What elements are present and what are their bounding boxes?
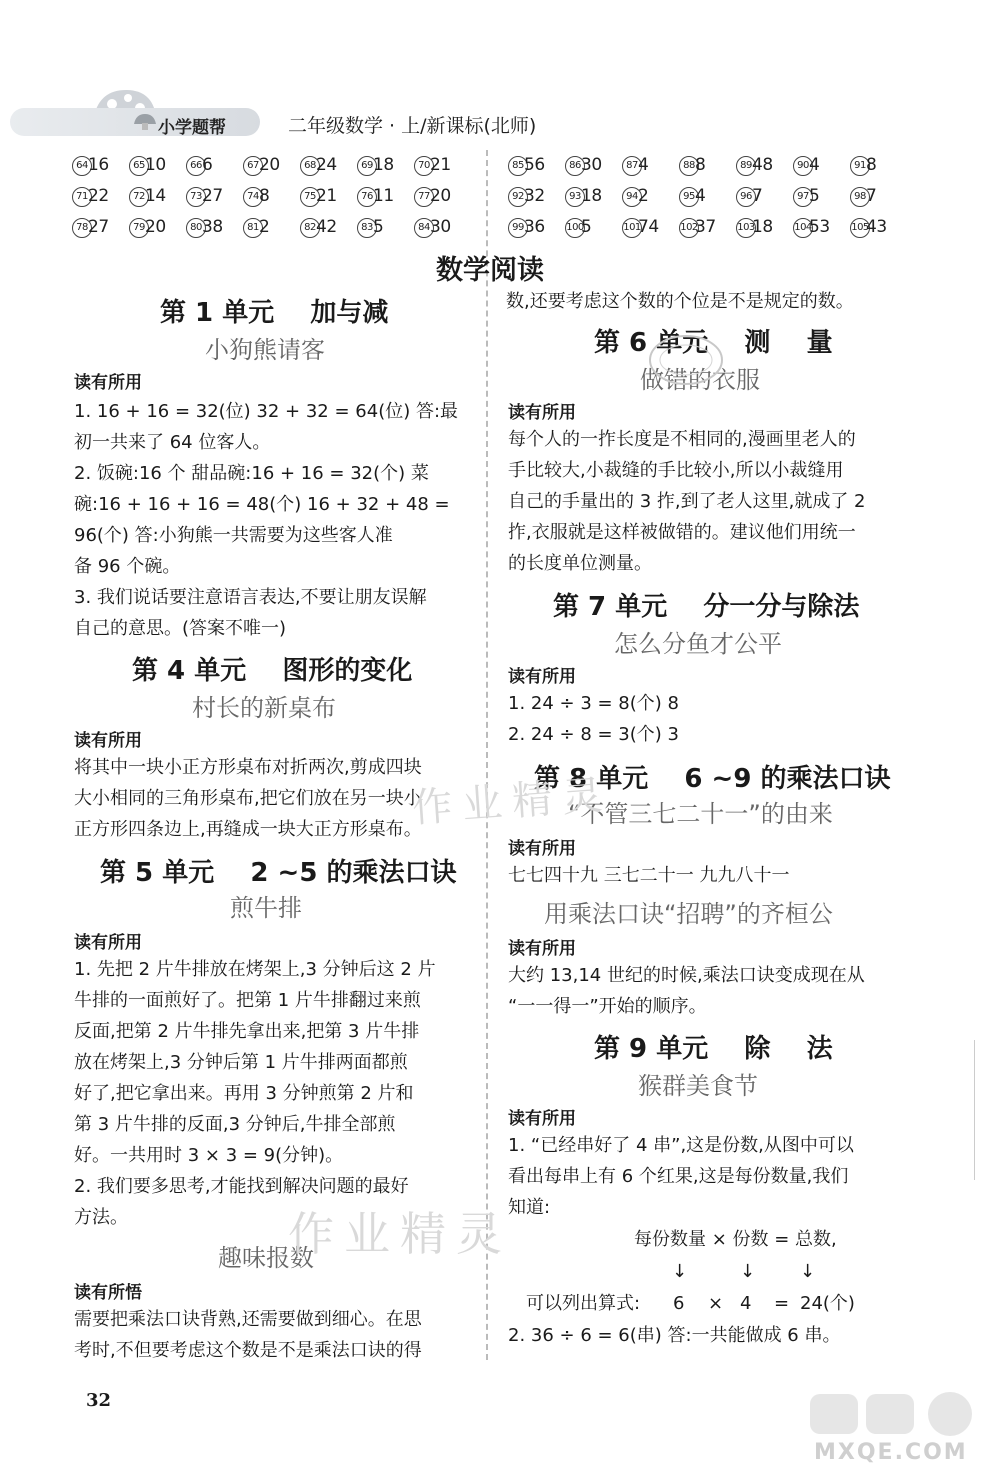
arrow-2: ↓ — [740, 1261, 756, 1282]
text-line: 拃,衣服就是这样被做错的。建议他们用统一 — [508, 522, 856, 543]
answer-item — [793, 155, 819, 176]
circled-number: 77 — [414, 187, 434, 207]
unit-7-label: 读有所用 — [508, 667, 576, 687]
small-mushroom-icon — [132, 112, 158, 132]
answer-value: 74 — [638, 217, 659, 237]
unit-7-text — [508, 688, 908, 750]
text-line: 1. “已经串好了 4 串”,这是份数,从图中可以 — [508, 1135, 854, 1156]
unit-9-last-line: 2. 36 ÷ 6 = 6(串) 答:一共能做成 6 串。 — [508, 1325, 841, 1346]
circled-number: 98 — [850, 187, 870, 207]
fun-label: 读有所悟 — [74, 1283, 142, 1303]
unit-8-story: “不管三七二十一”的由来 — [568, 800, 833, 828]
text-line: 每个人的一拃长度是不相同的,漫画里老人的 — [508, 429, 856, 450]
column-divider — [486, 150, 488, 1360]
answer-item — [186, 155, 212, 176]
expr-op: × — [708, 1293, 724, 1314]
answer-value: 4 — [695, 186, 706, 206]
expr-a: 6 — [673, 1293, 685, 1314]
answer-item — [414, 155, 451, 176]
unit-4-title: 第 4 单元 图形的变化 — [132, 656, 413, 686]
text-line: 1. 先把 2 片牛排放在烤架上,3 分钟后这 2 片 — [74, 959, 436, 980]
circled-number: 75 — [300, 187, 320, 207]
watermark-1: 作业精灵 — [410, 772, 614, 832]
answer-value: 5 — [581, 217, 592, 237]
answer-value: 8 — [866, 155, 877, 175]
answer-item — [622, 155, 648, 176]
circled-number: 88 — [679, 156, 699, 176]
answer-value: 5 — [373, 217, 384, 237]
answer-item — [357, 217, 383, 238]
expr-result: 24(个) — [800, 1293, 855, 1314]
circled-number: 79 — [129, 218, 149, 238]
unit-6-story: 做错的衣服 — [640, 366, 760, 394]
text-line: 自己的手量出的 3 拃,到了老人这里,就成了 2 — [508, 491, 866, 512]
circled-number: 64 — [72, 156, 92, 176]
circled-number: 81 — [243, 218, 263, 238]
logo-icon — [800, 1388, 990, 1440]
answer-item — [243, 217, 269, 238]
answer-item — [129, 155, 166, 176]
circled-number: 85 — [508, 156, 528, 176]
answer-item — [736, 217, 773, 238]
answer-item — [508, 155, 545, 176]
text-line: 第 3 片牛排的反面,3 分钟后,牛排全部煎 — [74, 1114, 396, 1135]
page-header — [10, 98, 570, 140]
text-line: 2. 饭碗:16 个 甜品碗:16 + 16 = 32(个) 菜 — [74, 463, 429, 484]
arrow-3: ↓ — [800, 1261, 816, 1282]
answer-value: 30 — [430, 217, 451, 237]
scan-line — [974, 1040, 975, 1180]
stamp-icon — [646, 330, 726, 390]
answer-item — [186, 186, 223, 207]
answer-item — [793, 186, 819, 207]
text-line: 的长度单位测量。 — [508, 553, 652, 574]
circled-number: 96 — [736, 187, 756, 207]
page-number: 32 — [86, 1390, 112, 1411]
fun-story: 趣味报数 — [218, 1244, 314, 1272]
section-title: 数学阅读 — [436, 255, 544, 286]
circled-number: 95 — [679, 187, 699, 207]
answer-value: 20 — [430, 186, 451, 206]
circled-number: 93 — [565, 187, 585, 207]
unit-7-title: 第 7 单元 分一分与除法 — [553, 592, 860, 622]
answer-item — [243, 186, 269, 207]
text-line: 牛排的一面煎好了。把第 1 片牛排翻过来煎 — [74, 990, 421, 1011]
answer-item — [565, 217, 591, 238]
answer-value: 2 — [638, 186, 649, 206]
circled-number: 68 — [300, 156, 320, 176]
unit-8-story-2: 用乘法口诀“招聘”的齐桓公 — [544, 900, 833, 928]
answer-item — [508, 217, 545, 238]
logo-text: MXQE.COM — [814, 1440, 968, 1465]
answer-item — [679, 217, 716, 238]
answer-item — [300, 155, 337, 176]
circled-number: 92 — [508, 187, 528, 207]
circled-number: 104 — [793, 218, 813, 238]
answer-value: 56 — [524, 155, 545, 175]
text-line: 好了,把它拿出来。再用 3 分钟煎第 2 片和 — [74, 1083, 414, 1104]
corner-logo — [800, 1388, 990, 1466]
answer-item — [414, 186, 451, 207]
answer-value: 53 — [809, 217, 830, 237]
circled-number: 90 — [793, 156, 813, 176]
unit-8-text: 七七四十九 三七二十一 九九八十一 — [508, 865, 790, 886]
answer-item — [850, 155, 876, 176]
text-line: 看出每串上有 6 个红果,这是每份数量,我们 — [508, 1166, 849, 1187]
answer-value: 16 — [88, 155, 109, 175]
answer-item — [736, 186, 762, 207]
answer-item — [72, 155, 109, 176]
text-line: 方法。 — [74, 1207, 128, 1228]
answer-item — [357, 186, 394, 207]
unit-9-label: 读有所用 — [508, 1109, 576, 1129]
circled-number: 105 — [850, 218, 870, 238]
answer-item — [357, 155, 394, 176]
answer-value: 22 — [88, 186, 109, 206]
unit-8-title: 第 8 单元 6 ~9 的乘法口诀 — [534, 764, 891, 794]
continued-line: 数,还要考虑这个数的个位是不是规定的数。 — [506, 291, 854, 312]
answer-item — [679, 186, 705, 207]
text-line: 1. 24 ÷ 3 = 8(个) 8 — [508, 693, 679, 714]
answer-value: 14 — [145, 186, 166, 206]
answer-value: 7 — [752, 186, 763, 206]
unit-6-label: 读有所用 — [508, 403, 576, 423]
circled-number: 69 — [357, 156, 377, 176]
circled-number: 99 — [508, 218, 528, 238]
answer-item — [72, 217, 109, 238]
circled-number: 82 — [300, 218, 320, 238]
answer-value: 18 — [373, 155, 394, 175]
answer-item — [622, 186, 648, 207]
answer-value: 43 — [866, 217, 887, 237]
answer-item — [72, 186, 109, 207]
circled-number: 100 — [565, 218, 585, 238]
text-line: 自己的意思。(答案不唯一) — [74, 618, 287, 639]
circled-number: 101 — [622, 218, 642, 238]
answer-value: 21 — [430, 155, 451, 175]
answer-value: 4 — [809, 155, 820, 175]
answer-value: 6 — [202, 155, 213, 175]
unit-1-label: 读有所用 — [74, 373, 142, 393]
unit-8-text-2 — [508, 960, 908, 1022]
answer-value: 32 — [524, 186, 545, 206]
circled-number: 72 — [129, 187, 149, 207]
answer-value: 20 — [145, 217, 166, 237]
unit-1-story: 小狗熊请客 — [205, 336, 325, 364]
text-line: “一一得一”开始的顺序。 — [508, 996, 707, 1017]
unit-4-story: 村长的新桌布 — [192, 694, 336, 722]
answer-value: 4 — [638, 155, 649, 175]
answer-item — [850, 186, 876, 207]
answer-item — [565, 155, 602, 176]
circled-number: 80 — [186, 218, 206, 238]
text-line: 知道: — [508, 1197, 551, 1218]
text-line: 96(个) 答:小狗熊一共需要为这些客人准 — [74, 525, 393, 546]
text-line: 1. 16 + 16 = 32(位) 32 + 32 = 64(位) 答:最 — [74, 401, 459, 422]
unit-5-text — [74, 954, 479, 1233]
unit-5-label: 读有所用 — [74, 933, 142, 953]
answer-value: 37 — [695, 217, 716, 237]
text-line: 好。一共用时 3 × 3 = 9(分钟)。 — [74, 1145, 344, 1166]
watermark-2: 作业精灵 — [288, 1207, 512, 1261]
text-line: 考时,不但要考虑这个数是不是乘法口诀的得 — [74, 1340, 422, 1361]
circled-number: 87 — [622, 156, 642, 176]
fun-text — [74, 1304, 479, 1366]
expr-eq: = — [774, 1293, 790, 1314]
unit-4-label: 读有所用 — [74, 731, 142, 751]
circled-number: 70 — [414, 156, 434, 176]
text-line: 2. 24 ÷ 8 = 3(个) 3 — [508, 724, 679, 745]
answer-value: 48 — [752, 155, 773, 175]
text-line: 手比较大,小裁缝的手比较小,所以小裁缝用 — [508, 460, 844, 481]
circled-number: 84 — [414, 218, 434, 238]
header-title: 二年级数学 · 上/新课标(北师) — [288, 115, 537, 137]
text-line: 正方形四条边上,再缝成一块大正方形桌布。 — [74, 819, 422, 840]
text-line: 初一共来了 64 位客人。 — [74, 432, 271, 453]
text-line: 碗:16 + 16 + 16 = 48(个) 16 + 32 + 48 = — [74, 494, 450, 515]
circled-number: 65 — [129, 156, 149, 176]
circled-number: 76 — [357, 187, 377, 207]
unit-7-story: 怎么分鱼才公平 — [614, 630, 782, 658]
circled-number: 89 — [736, 156, 756, 176]
answer-item — [129, 217, 166, 238]
answer-value: 7 — [866, 186, 877, 206]
unit-5-title: 第 5 单元 2 ~5 的乘法口诀 — [100, 858, 457, 888]
unit-8-label-2: 读有所用 — [508, 939, 576, 959]
unit-6-title: 第 6 单元 测 量 — [594, 328, 833, 358]
text-line: 放在烤架上,3 分钟后第 1 片牛排两面都煎 — [74, 1052, 408, 1073]
answer-item — [300, 217, 337, 238]
answer-item — [414, 217, 451, 238]
answer-value: 11 — [373, 186, 394, 206]
unit-9-title: 第 9 单元 除 法 — [594, 1034, 833, 1064]
answer-item — [736, 155, 773, 176]
answer-value: 10 — [145, 155, 166, 175]
unit-1-title: 第 1 单元 加与减 — [160, 298, 389, 328]
answer-value: 18 — [581, 186, 602, 206]
unit-8-label: 读有所用 — [508, 839, 576, 859]
text-line: 备 96 个碗。 — [74, 556, 181, 577]
arrow-1: ↓ — [672, 1261, 688, 1282]
unit-9-text — [508, 1130, 908, 1223]
answer-item — [793, 217, 830, 238]
answer-value: 8 — [259, 186, 270, 206]
text-line: 3. 我们说话要注意语言表达,不要让朋友误解 — [74, 587, 427, 608]
circled-number: 66 — [186, 156, 206, 176]
text-line: 大约 13,14 世纪的时候,乘法口诀变成现在从 — [508, 965, 865, 986]
text-line: 需要把乘法口诀背熟,还需要做到细心。在思 — [74, 1309, 422, 1330]
answer-item — [129, 186, 166, 207]
text-line: 将其中一块小正方形桌布对折两次,剪成四块 — [74, 757, 422, 778]
answer-value: 42 — [316, 217, 337, 237]
circled-number: 67 — [243, 156, 263, 176]
circled-number: 73 — [186, 187, 206, 207]
answer-value: 18 — [752, 217, 773, 237]
circled-number: 86 — [565, 156, 585, 176]
expr-label: 可以列出算式: — [526, 1293, 641, 1314]
unit-1-text — [74, 396, 479, 644]
answer-item — [565, 186, 602, 207]
circled-number: 78 — [72, 218, 92, 238]
answer-value: 21 — [316, 186, 337, 206]
formula-line: 每份数量 × 份数 = 总数, — [634, 1229, 837, 1250]
unit-6-text — [508, 424, 908, 579]
unit-9-story: 猴群美食节 — [638, 1072, 758, 1100]
answer-value: 24 — [316, 155, 337, 175]
text-line: 大小相同的三角形桌布,把它们放在另一块小 — [74, 788, 422, 809]
answer-item — [300, 186, 337, 207]
circled-number: 71 — [72, 187, 92, 207]
answer-item — [622, 217, 659, 238]
text-line: 反面,把第 2 片牛排先拿出来,把第 3 片牛排 — [74, 1021, 420, 1042]
unit-5-story: 煎牛排 — [230, 894, 302, 922]
circled-number: 97 — [793, 187, 813, 207]
answer-value: 27 — [202, 186, 223, 206]
answer-value: 5 — [809, 186, 820, 206]
answer-value: 8 — [695, 155, 706, 175]
text-line: 2. 我们要多思考,才能找到解决问题的最好 — [74, 1176, 409, 1197]
answer-value: 30 — [581, 155, 602, 175]
answer-item — [679, 155, 705, 176]
circled-number: 103 — [736, 218, 756, 238]
answer-value: 27 — [88, 217, 109, 237]
circled-number: 83 — [357, 218, 377, 238]
answer-value: 2 — [259, 217, 270, 237]
answer-item — [243, 155, 280, 176]
answer-item — [850, 217, 887, 238]
answer-item — [508, 186, 545, 207]
brand-label: 小学题帮 — [158, 118, 226, 138]
circled-number: 102 — [679, 218, 699, 238]
answer-value: 36 — [524, 217, 545, 237]
circled-number: 74 — [243, 187, 263, 207]
circled-number: 94 — [622, 187, 642, 207]
answer-item — [186, 217, 223, 238]
answer-value: 38 — [202, 217, 223, 237]
circled-number: 91 — [850, 156, 870, 176]
expr-b: 4 — [740, 1293, 752, 1314]
answer-value: 20 — [259, 155, 280, 175]
